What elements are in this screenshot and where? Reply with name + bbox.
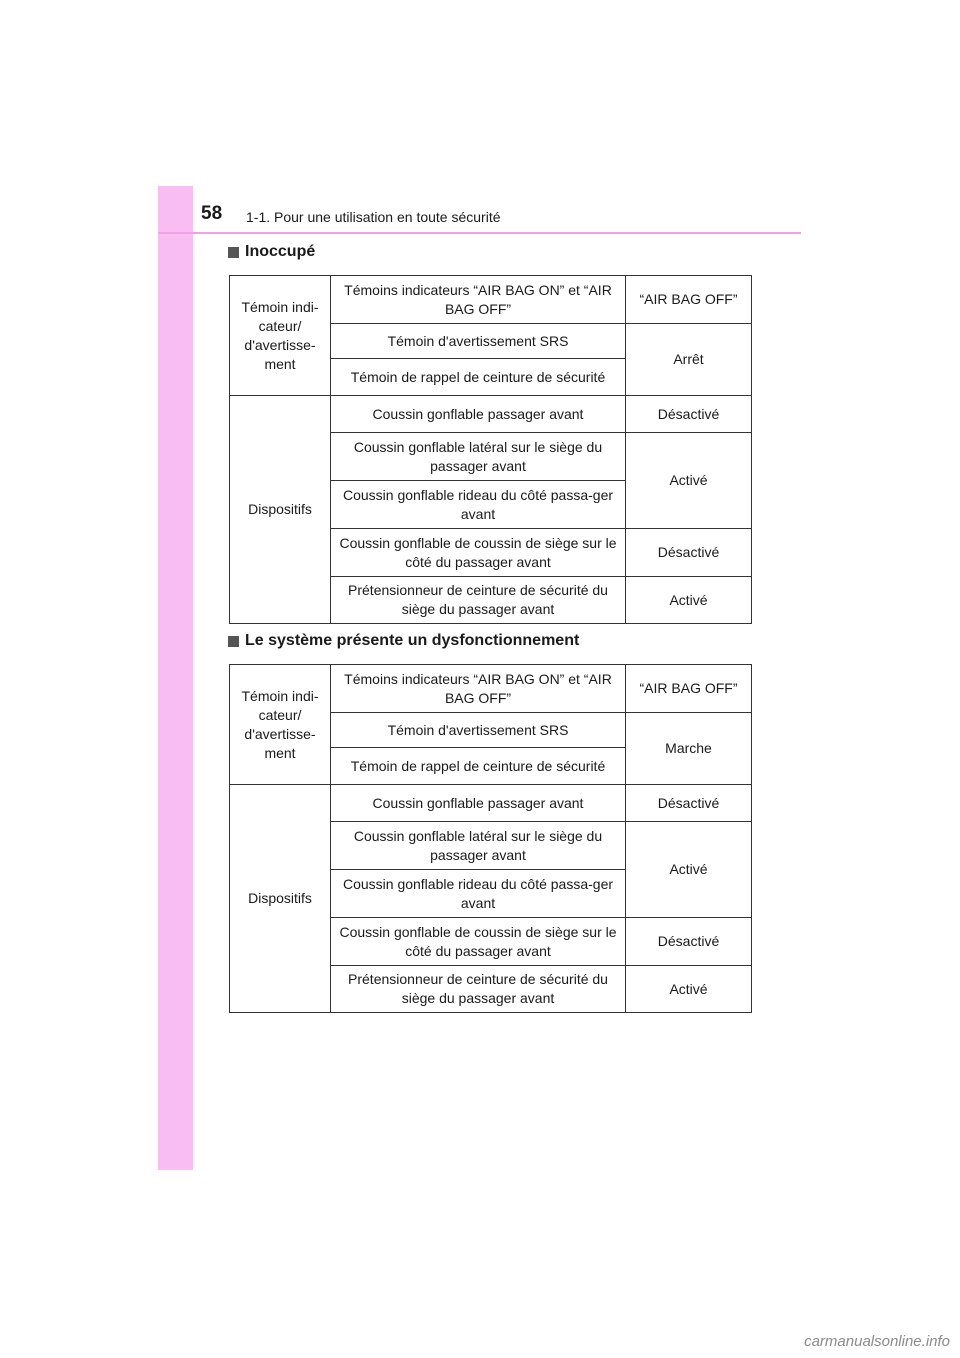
item-cell: Témoin de rappel de ceinture de sécurité [331,359,626,396]
item-cell: Coussin gonflable latéral sur le siège du passager avant [331,822,626,870]
status-cell: Désactivé [626,918,752,966]
item-cell: Coussin gonflable de coussin de siège sur le côté du passager avant [331,529,626,577]
devices-label-cell: Dispositifs [230,785,331,1013]
table-row [230,396,752,433]
page-number: 58 [201,203,223,224]
item-cell: Témoin d'avertissement SRS [331,713,626,748]
indicator-label-cell: Témoin indi-cateur/ d'avertisse-ment [230,276,331,396]
item-cell: Témoins indicateurs “AIR BAG ON” et “AIR BAG OFF” [331,665,626,713]
status-cell: Arrêt [626,324,752,396]
status-cell: Activé [626,822,752,918]
item-cell: Coussin gonflable de coussin de siège sur le côté du passager avant [331,918,626,966]
item-cell: Coussin gonflable latéral sur le siège du passager avant [331,433,626,481]
item-cell: Témoin d'avertissement SRS [331,324,626,359]
square-bullet-icon [228,636,239,647]
status-cell: “AIR BAG OFF” [626,665,752,713]
status-table-inoccupe [229,275,752,624]
item-cell: Coussin gonflable passager avant [331,785,626,822]
item-cell: Témoins indicateurs “AIR BAG ON” et “AIR BAG OFF” [331,276,626,324]
status-table-dysfonctionnement [229,664,752,1013]
table-row [230,665,752,713]
section-title: 1-1. Pour une utilisation en toute sécurité [246,209,501,225]
status-cell: Activé [626,577,752,624]
square-bullet-icon [228,247,239,258]
status-cell: Désactivé [626,529,752,577]
header-rule [158,232,801,234]
table-row [230,785,752,822]
heading-inoccupe [228,243,315,261]
heading-text: Inoccupé [245,243,316,260]
status-cell: Désactivé [626,785,752,822]
table-row [230,276,752,324]
item-cell: Coussin gonflable passager avant [331,396,626,433]
item-cell: Prétensionneur de ceinture de sécurité du siège du passager avant [331,577,626,624]
indicator-label-cell: Témoin indi-cateur/ d'avertisse-ment [230,665,331,785]
heading-text: Le système présente un dysfonctionnement [245,632,580,649]
status-cell: Désactivé [626,396,752,433]
devices-label-cell: Dispositifs [230,396,331,624]
item-cell: Coussin gonflable rideau du côté passa-ger avant [331,870,626,918]
item-cell: Témoin de rappel de ceinture de sécurité [331,748,626,785]
watermark-logo: carmanualsonline.info [804,1333,950,1350]
status-cell: Activé [626,433,752,529]
heading-dysfonctionnement [228,632,579,650]
item-cell: Prétensionneur de ceinture de sécurité du siège du passager avant [331,966,626,1013]
status-cell: Activé [626,966,752,1013]
section-side-tab [158,186,193,1170]
status-cell: Marche [626,713,752,785]
status-cell: “AIR BAG OFF” [626,276,752,324]
item-cell: Coussin gonflable rideau du côté passa-ger avant [331,481,626,529]
